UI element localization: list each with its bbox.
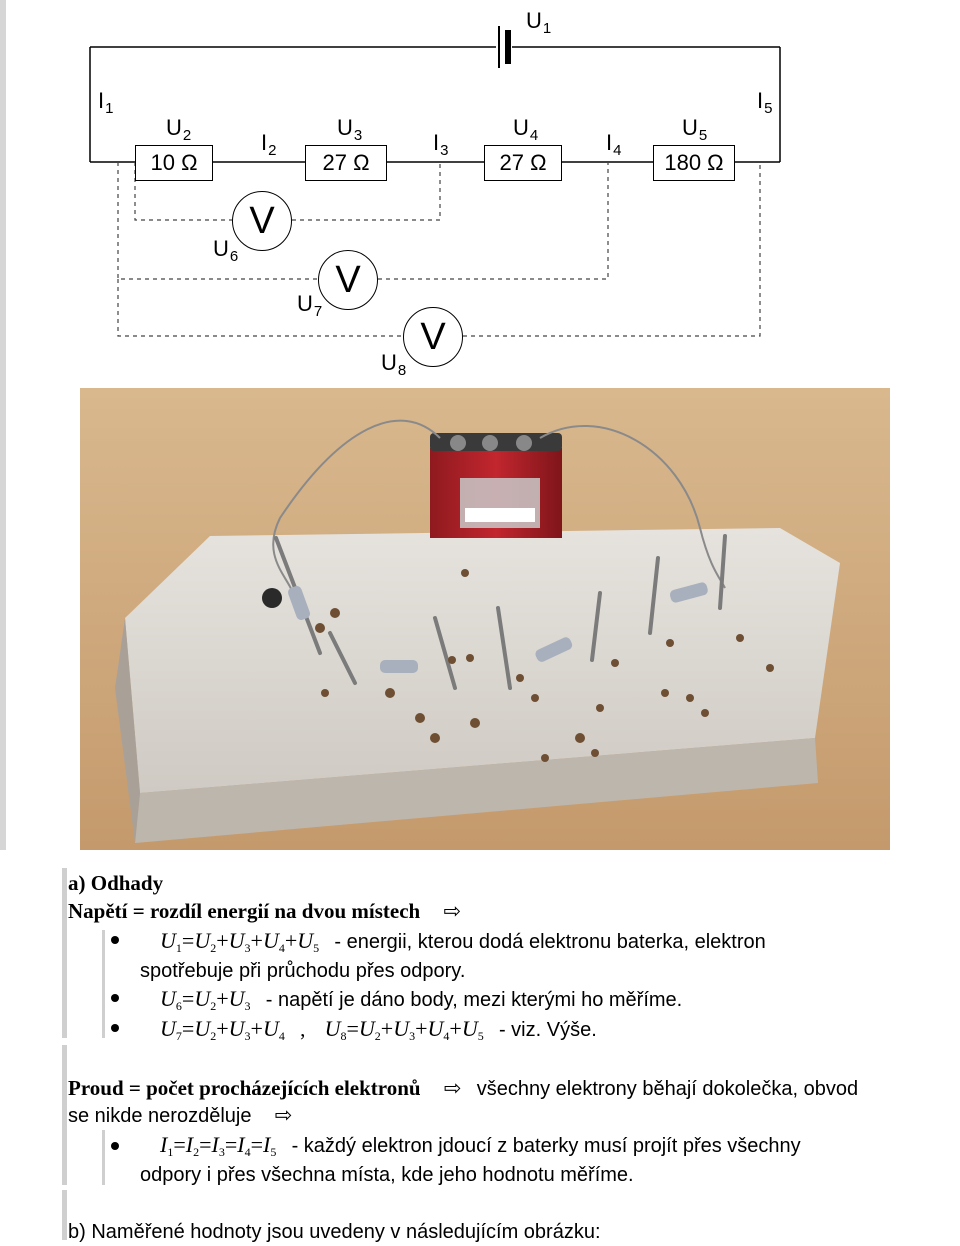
- resistor-3: 27 Ω: [484, 145, 562, 181]
- paragraph-margin-bar: [62, 868, 67, 1038]
- current-title-line-2: se nikde nerozděluje ⇨: [68, 1103, 293, 1127]
- circuit-diagram: [0, 0, 960, 385]
- circuit-wires: [0, 0, 960, 385]
- voltmeter-label-u8: $U_8$: [381, 350, 407, 379]
- current-label-i2: $I_2$: [261, 130, 277, 159]
- implies-arrow: ⇨: [274, 1103, 293, 1127]
- voltmeter-u8: V: [403, 307, 463, 367]
- equation-line-2: $U_6=U_2+U_3$ - napětí je dáno body, mezi kterými ho měříme.: [160, 986, 683, 1013]
- equation-line-3: $U_7=U_2+U_3+U_4$ , $U_8=U_2+U_3+U_4+U_5$ - viz. Výše.: [160, 1016, 597, 1043]
- current-label-i4: $I_4$: [606, 130, 622, 159]
- current-label-i5: $I_5$: [757, 88, 773, 117]
- bullet-dot: [111, 936, 119, 944]
- equation-line-1-continued: spotřebuje při průchodu přes odpory.: [140, 960, 466, 982]
- current-title: Proud = počet procházejících elektronů: [68, 1076, 421, 1100]
- battery-label: $U_1$: [526, 8, 552, 37]
- resistor-1: 10 Ω: [135, 145, 213, 181]
- equation-line-1: $U_1=U_2+U_3+U_4+U_5$ - energii, kterou dodá elektronu baterka, elektron: [160, 928, 766, 955]
- resistor-4: 180 Ω: [653, 145, 735, 181]
- paragraph-margin-bar: [102, 1130, 105, 1185]
- voltage-label-u2: $U_2$: [166, 115, 192, 144]
- implies-arrow: ⇨: [443, 1076, 462, 1100]
- voltage-label-u3: $U_3$: [337, 115, 363, 144]
- current-label-i3: $I_3$: [433, 130, 449, 159]
- current-title-line: Proud = počet procházejících elektronů ⇨ všechny elektrony běhají dokolečka, obvod: [68, 1076, 859, 1100]
- voltmeter-label-u7: $U_7$: [297, 291, 323, 320]
- voltmeter-label-u6: $U_6$: [213, 236, 239, 265]
- equation-line-4-continued: odpory i přes všechna místa, kde jeho hodnotu měříme.: [140, 1164, 634, 1186]
- bullet-dot: [111, 1024, 119, 1032]
- paragraph-margin-bar: [62, 1190, 67, 1240]
- current-label-i1: $I_1$: [98, 88, 114, 117]
- voltmeter-u6: V: [232, 191, 292, 251]
- equation-line-4: $I_1=I_2=I_3=I_4=I_5$ - každý elektron jdoucí z baterky musí projít přes všechny: [160, 1132, 801, 1159]
- circuit-board-photo: [80, 388, 890, 850]
- resistor-2: 27 Ω: [305, 145, 387, 181]
- section-b-text: b) Naměřené hodnoty jsou uvedeny v následujícím obrázku:: [68, 1221, 601, 1243]
- voltage-title-line: [68, 898, 461, 924]
- circuit-board-illustration: [80, 388, 890, 850]
- bullet-dot: [111, 994, 119, 1002]
- paragraph-margin-bar: [62, 1045, 67, 1185]
- section-a-heading: a) Odhady: [68, 871, 164, 895]
- voltmeter-u7: V: [318, 250, 378, 310]
- voltage-title: Napětí = rozdíl energií na dvou místech: [68, 899, 421, 923]
- bullet-dot: [111, 1142, 119, 1150]
- paragraph-margin-bar: [102, 930, 105, 1038]
- implies-arrow: ⇨: [443, 899, 462, 923]
- voltage-label-u5: $U_5$: [682, 115, 708, 144]
- voltage-label-u4: $U_4$: [513, 115, 539, 144]
